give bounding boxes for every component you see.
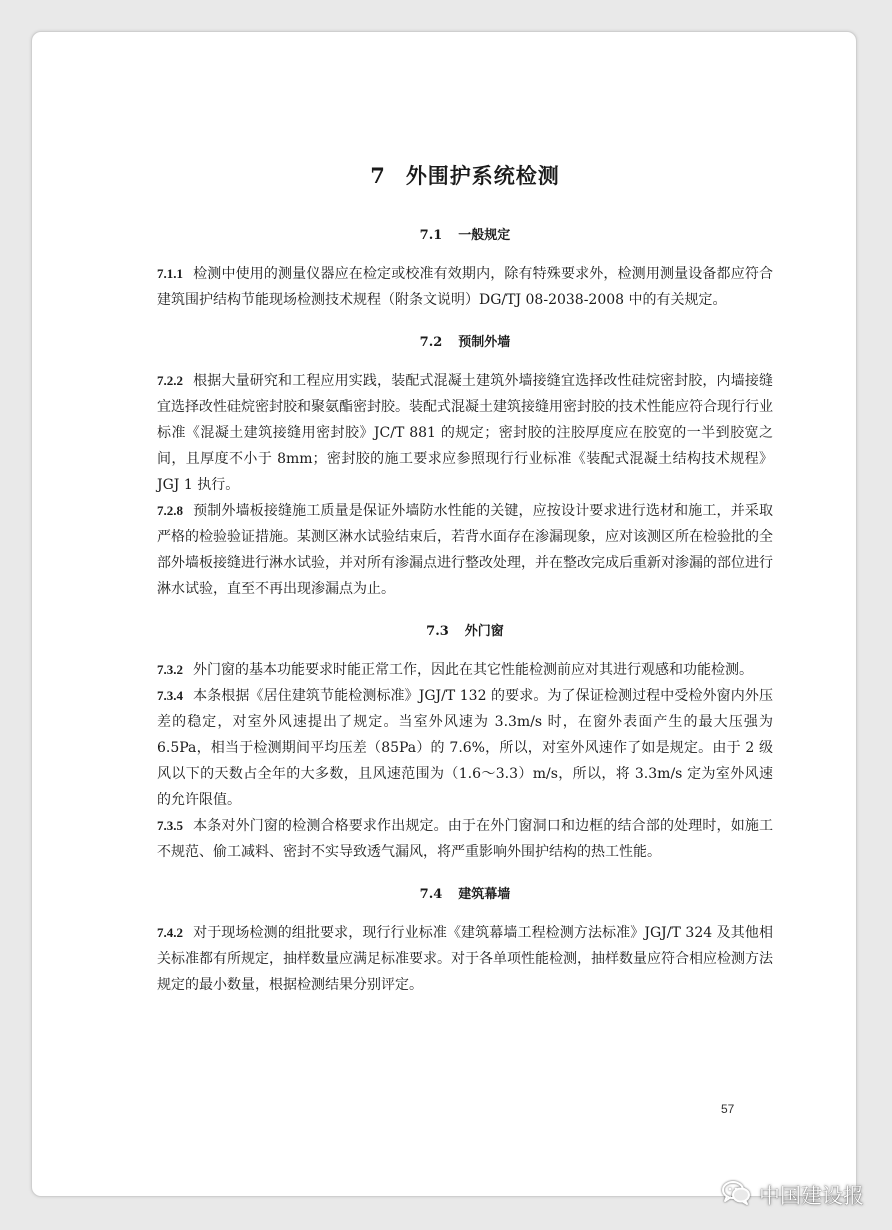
paragraph-7-3-4: 7.3.4 本条根据《居住建筑节能检测标准》JGJ/T 132 的要求。为了保证检测过程中受检外窗内外压差的稳定，对室外风速提出了规定。当室外风速为 3.3m/s 时，在窗外表面产生的最大压强为 6.5Pa，相当于检测期间平均压差（85Pa）的 7.6%，所以，对室外风速作了如是规定。由于 2 级风以下的天数占全年的大多数，且风速范围为（1.6～3.3）m/s，所以，将 3.3m/s 定为室外风速的允许限值。 [157, 688, 773, 808]
section-title-7-1: 7.1 一般规定 [419, 228, 511, 243]
paragraph-7-2-2: 7.2.2 根据大量研究和工程应用实践，装配式混凝土建筑外墙接缝宜选择改性硅烷密封胶，内墙接缝宜选择改性硅烷密封胶和聚氨酯密封胶。装配式混凝土建筑接缝用密封胶的技术性能应符合现行行业标准《混凝土建筑接缝用密封胶》JC/T 881 的规定；密封胶的注胶厚度应在胶宽的一半到胶宽之间，且厚度不小于 8mm；密封胶的施工要求应参照现行行业标准《装配式混凝土结构技术规程》JGJ 1 执行。 [157, 373, 773, 493]
document-page [31, 31, 857, 1197]
chapter-title-text: 外围护系统检测 [405, 163, 560, 188]
chapter-title [157, 160, 773, 190]
paragraph-7-3-5: 7.3.5 本条对外门窗的检测合格要求作出规定。由于在外门窗洞口和边框的结合部的处理时，如施工不规范、偷工减料、密封不实导致透气漏风，将严重影响外围护结构的热工性能。 [157, 818, 773, 860]
paragraph-7-3-2: 7.3.2 外门窗的基本功能要求时能正常工作，因此在其它性能检测前应对其进行观感和功能检测。 [157, 662, 753, 678]
watermark-text: 中国建设报 [759, 1184, 864, 1208]
paragraph-7-2-8: 7.2.8 预制外墙板接缝施工质量是保证外墙防水性能的关键，应按设计要求进行选材和施工，并采取严格的检验验证措施。某测区淋水试验结束后，若背水面存在渗漏现象，应对该测区所在检验批的全部外墙板接缝进行淋水试验，并对所有渗漏点进行整改处理，并在整改完成后重新对渗漏的部位进行淋水试验，直至不再出现渗漏点为止。 [157, 503, 773, 597]
page-number: 57 [721, 1102, 735, 1116]
source-watermark [721, 1178, 864, 1212]
wechat-icon [721, 1180, 751, 1211]
chapter-number: 7 [370, 163, 386, 188]
page-content [157, 160, 773, 1016]
section-title-7-2: 7.2 预制外墙 [419, 335, 511, 350]
section-title-7-4: 7.4 建筑幕墙 [419, 887, 511, 902]
paragraph-7-1-1: 7.1.1 检测中使用的测量仪器应在检定或校准有效期内，除有特殊要求外，检测用测量设备都应符合建筑围护结构节能现场检测技术规程（附条文说明）DG/TJ 08-2038-2008 中的有关规定。 [157, 266, 773, 308]
paragraph-7-4-2: 7.4.2 对于现场检测的组批要求，现行行业标准《建筑幕墙工程检测方法标准》JGJ/T 324 及其他相关标准都有所规定，抽样数量应满足标准要求。对于各单项性能检测，抽样数量应符合相应检测方法规定的最小数量，根据检测结果分别评定。 [157, 925, 773, 993]
section-title-7-3: 7.3 外门窗 [426, 624, 504, 639]
